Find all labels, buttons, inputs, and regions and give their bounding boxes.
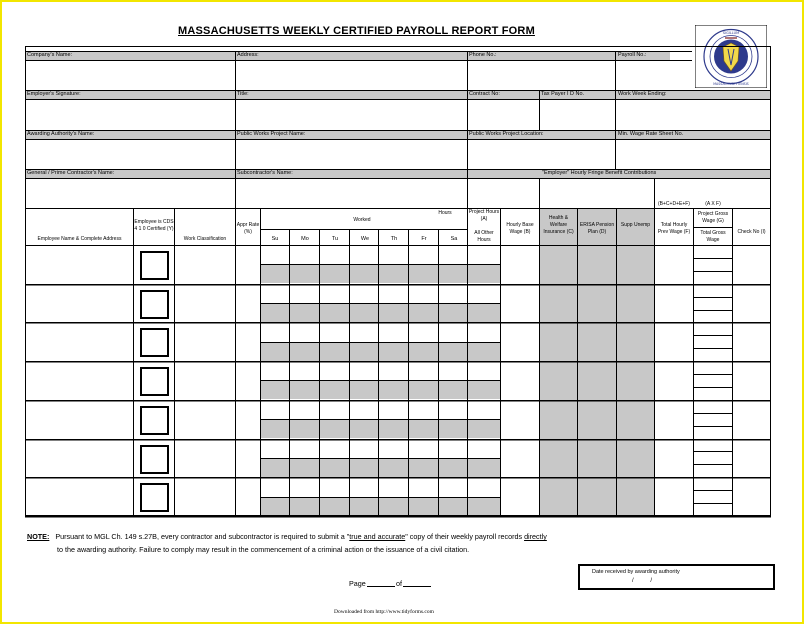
min-wage-input[interactable] <box>616 140 770 169</box>
form-title: MASSACHUSETTS WEEKLY CERTIFIED PAYROLL REPORT FORM <box>178 25 535 37</box>
page-number-input[interactable] <box>367 586 395 587</box>
awarding-authority-input[interactable] <box>26 140 235 169</box>
certified-checkbox[interactable] <box>140 251 169 280</box>
employer-signature-label: Employer's Signature: <box>27 91 81 97</box>
contract-no-label: Contract No: <box>469 91 500 97</box>
col-health-welfare: Health & Welfare Insurance (C) <box>543 215 574 235</box>
payroll-no-input[interactable] <box>616 61 692 90</box>
note-text-a: Pursuant to MGL Ch. 149 s.27B, every contractor and subcontractor is required to submit a " <box>55 532 350 541</box>
certified-checkbox[interactable] <box>140 445 169 474</box>
col-total-gross-wage: Total Gross Wage <box>700 230 726 243</box>
certified-checkbox[interactable] <box>140 406 169 435</box>
general-contractor-label: General / Prime Contractor's Name: <box>27 170 115 176</box>
phone-label: Phone No.: <box>469 52 497 58</box>
note-line-1 <box>27 532 547 541</box>
col-erisa-pension: ERISA Pension Plan (D) <box>579 222 615 235</box>
tax-payer-id-input[interactable] <box>540 100 615 130</box>
col-supp-unemp: Supp Unemp <box>620 222 651 228</box>
col-employee-name: Employee Name & Complete Address <box>37 236 122 242</box>
page-total-input[interactable] <box>403 586 431 587</box>
contract-no-input[interactable] <box>468 100 539 130</box>
svg-text:MASSACHUSETTENSIS: MASSACHUSETTENSIS <box>713 82 749 86</box>
project-location-input[interactable] <box>468 140 615 169</box>
of-label: of <box>396 579 402 588</box>
col-day-mo: Mo <box>301 236 309 242</box>
work-week-ending-label: Work Week Ending: <box>618 91 667 97</box>
page-label: Page <box>349 579 366 588</box>
company-name-input[interactable] <box>26 61 235 90</box>
col-check-no: Check No (I) <box>737 229 766 235</box>
footer-download-link[interactable]: Downloaded from http://www.tidyforms.com <box>334 609 434 615</box>
svg-text:SIGILLUM: SIGILLUM <box>722 31 740 35</box>
date-received-label: Date received by awarding authority <box>592 569 680 575</box>
col-employee-is: Employee is CDS 4 1 0 Certified (Y) <box>134 219 174 232</box>
col-total-hourly-prev-wage: Total Hourly Prev Wage (F) <box>657 222 691 235</box>
payroll-no-label: Payroll No.: <box>618 52 647 58</box>
formula-label: (B+C+D+E+F) <box>658 201 690 207</box>
certified-checkbox[interactable] <box>140 367 169 396</box>
project-name-input[interactable] <box>236 140 467 169</box>
project-name-label: Public Works Project Name: <box>237 131 306 137</box>
note-text-c: " copy of their weekly payroll records <box>405 532 525 541</box>
tax-payer-id-label: Tax Payer I D No. <box>541 91 585 97</box>
subcontractor-label: Subcontractor's Name: <box>237 170 293 176</box>
phone-input[interactable] <box>468 61 615 90</box>
col-work-classification: Work Classification <box>183 236 227 242</box>
fringe-header-label: "Employer" Hourly Fringe Benefit Contributions <box>542 170 657 176</box>
title-input[interactable] <box>236 100 467 130</box>
note-text-b: true and accurate <box>349 532 406 541</box>
col-appr-rate: Appr Rate (%) <box>236 222 260 235</box>
certified-checkbox[interactable] <box>140 483 169 512</box>
subcontractor-input[interactable] <box>236 179 467 208</box>
date-received-slashes: / / <box>632 578 653 584</box>
project-location-label: Public Works Project Location: <box>469 131 544 137</box>
date-received-box[interactable] <box>578 564 775 590</box>
address-input[interactable] <box>236 61 467 90</box>
company-name-label: Company's Name: <box>27 52 73 58</box>
awarding-authority-label: Awarding Authority's Name: <box>27 131 95 137</box>
col-hours: Hours <box>438 210 452 216</box>
address-label: Address: <box>237 52 259 58</box>
min-wage-label: Min. Wage Rate Sheet No. <box>618 131 684 137</box>
form-grid <box>2 2 802 622</box>
col-project-hours: Project Hours (A) <box>468 209 500 222</box>
col-project-gross-wage: Project Gross Wage (G) <box>697 211 729 224</box>
col-day-th: Th <box>390 236 398 242</box>
ax-f-label: (A X F) <box>705 201 721 207</box>
employer-signature-input[interactable] <box>26 100 235 130</box>
note-label: NOTE: <box>27 532 50 541</box>
col-day-su: Su <box>271 236 279 242</box>
note-line-2: to the awarding authority. Failure to comply may result in the commencement of a criminal action or the issuance of a civil citation. <box>57 545 470 554</box>
certified-checkbox[interactable] <box>140 328 169 357</box>
general-contractor-input[interactable] <box>26 179 235 208</box>
col-day-fr: Fr <box>421 236 427 242</box>
col-worked: Worked <box>353 217 371 223</box>
col-all-other-hours: All Other Hours <box>474 230 494 243</box>
title-field-label: Title: <box>237 91 249 97</box>
work-week-ending-input[interactable] <box>616 100 770 130</box>
col-day-sa: Sa <box>450 236 458 242</box>
certified-checkbox[interactable] <box>140 290 169 319</box>
note-text-d: directly <box>524 532 547 541</box>
col-day-tu: Tu <box>331 236 339 242</box>
col-hourly-base-wage: Hourly Base Wage (B) <box>506 222 534 235</box>
col-day-we: We <box>360 236 370 242</box>
